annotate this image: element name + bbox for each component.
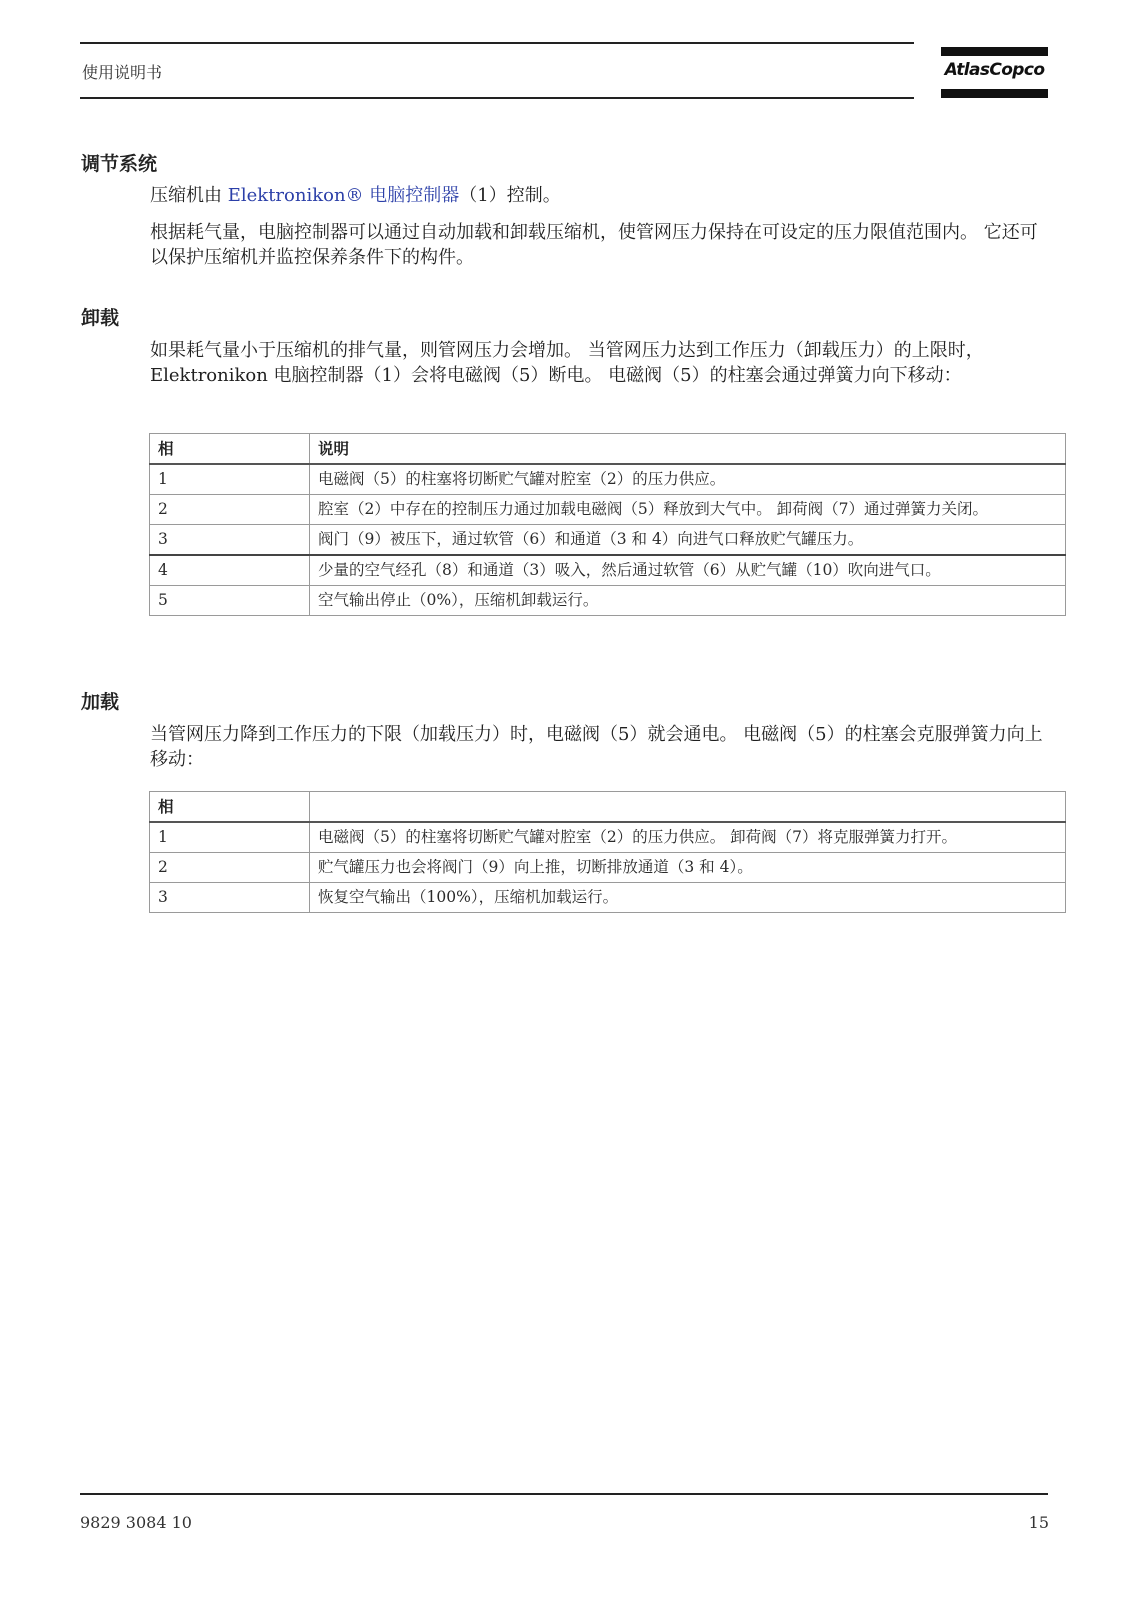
section-heading-loading: 加载 (81, 691, 120, 713)
step-description: 恢复空气输出（100%），压缩机加载运行。 (310, 883, 1066, 913)
section-heading-unloading: 卸载 (81, 307, 120, 329)
step-description: 电磁阀（5）的柱塞将切断贮气罐对腔室（2）的压力供应。 卸荷阀（7）将克服弹簧力打开。 (310, 822, 1066, 853)
step-number: 1 (150, 822, 310, 853)
column-header-description: 说明 (310, 434, 1066, 465)
regulation-p1-prefix: 压缩机由 (150, 185, 228, 206)
document-title: 使用说明书 (82, 63, 163, 82)
logo-bottom-bar (941, 89, 1048, 98)
step-number: 2 (150, 853, 310, 883)
table-row (150, 822, 1066, 853)
column-header-phase: 相 (150, 434, 310, 465)
document-number: 9829 3084 10 (80, 1513, 192, 1532)
atlas-copco-logo (941, 47, 1048, 98)
logo-wordmark: AtlasCopco (944, 60, 1045, 80)
step-description: 腔室（2）中存在的控制压力通过加载电磁阀（5）释放到大气中。 卸荷阀（7）通过弹簧力关闭。 (310, 495, 1066, 525)
regulation-paragraph-2: 根据耗气量，电脑控制器可以通过自动加载和卸载压缩机，使管网压力保持在可设定的压力限值范围内。 它还可以保护压缩机并监控保养条件下的构件。 (150, 222, 1038, 268)
page-number: 15 (1028, 1513, 1049, 1532)
step-description: 空气输出停止（0%），压缩机卸载运行。 (310, 586, 1066, 616)
regulation-paragraph-1 (150, 183, 1050, 208)
loading-paragraph: 当管网压力降到工作压力的下限（加载压力）时，电磁阀（5）就会通电。 电磁阀（5）的柱塞会克服弹簧力向上移动： (150, 724, 1043, 770)
column-header-phase: 相 (150, 792, 310, 823)
step-number: 3 (150, 525, 310, 556)
loading-table (149, 791, 1066, 913)
step-number: 4 (150, 555, 310, 586)
step-number: 5 (150, 586, 310, 616)
footer-rule (80, 1493, 1048, 1495)
step-number: 2 (150, 495, 310, 525)
unloading-paragraph: 如果耗气量小于压缩机的排气量，则管网压力会增加。 当管网压力达到工作压力（卸载压力）的上限时，Elektronikon 电脑控制器（1）会将电磁阀（5）断电。 电磁阀（5）的柱塞会通过弹簧力向下移动： (150, 340, 984, 386)
table-row (150, 853, 1066, 883)
unloading-table (149, 433, 1066, 616)
logo-top-bar (941, 47, 1048, 56)
table-row (150, 495, 1066, 525)
elektronikon-link[interactable]: Elektronikon® 电脑控制器 (227, 185, 460, 206)
step-description: 阀门（9）被压下，通过软管（6）和通道（3 和 4）向进气口释放贮气罐压力。 (310, 525, 1066, 556)
table-row (150, 586, 1066, 616)
table-header-row (150, 792, 1066, 823)
regulation-p1-suffix: （1）控制。 (459, 185, 561, 206)
table-row (150, 883, 1066, 913)
section-heading-regulation: 调节系统 (81, 153, 158, 175)
table-header-row (150, 434, 1066, 465)
header-top-rule (80, 42, 914, 44)
table-row (150, 525, 1066, 556)
step-description: 少量的空气经孔（8）和通道（3）吸入，然后通过软管（6）从贮气罐（10）吹向进气口。 (310, 555, 1066, 586)
table-row (150, 464, 1066, 495)
step-description: 贮气罐压力也会将阀门（9）向上推，切断排放通道（3 和 4）。 (310, 853, 1066, 883)
column-header-description (310, 792, 1066, 823)
table-row (150, 555, 1066, 586)
step-description: 电磁阀（5）的柱塞将切断贮气罐对腔室（2）的压力供应。 (310, 464, 1066, 495)
header-bottom-rule (80, 97, 914, 99)
step-number: 3 (150, 883, 310, 913)
step-number: 1 (150, 464, 310, 495)
